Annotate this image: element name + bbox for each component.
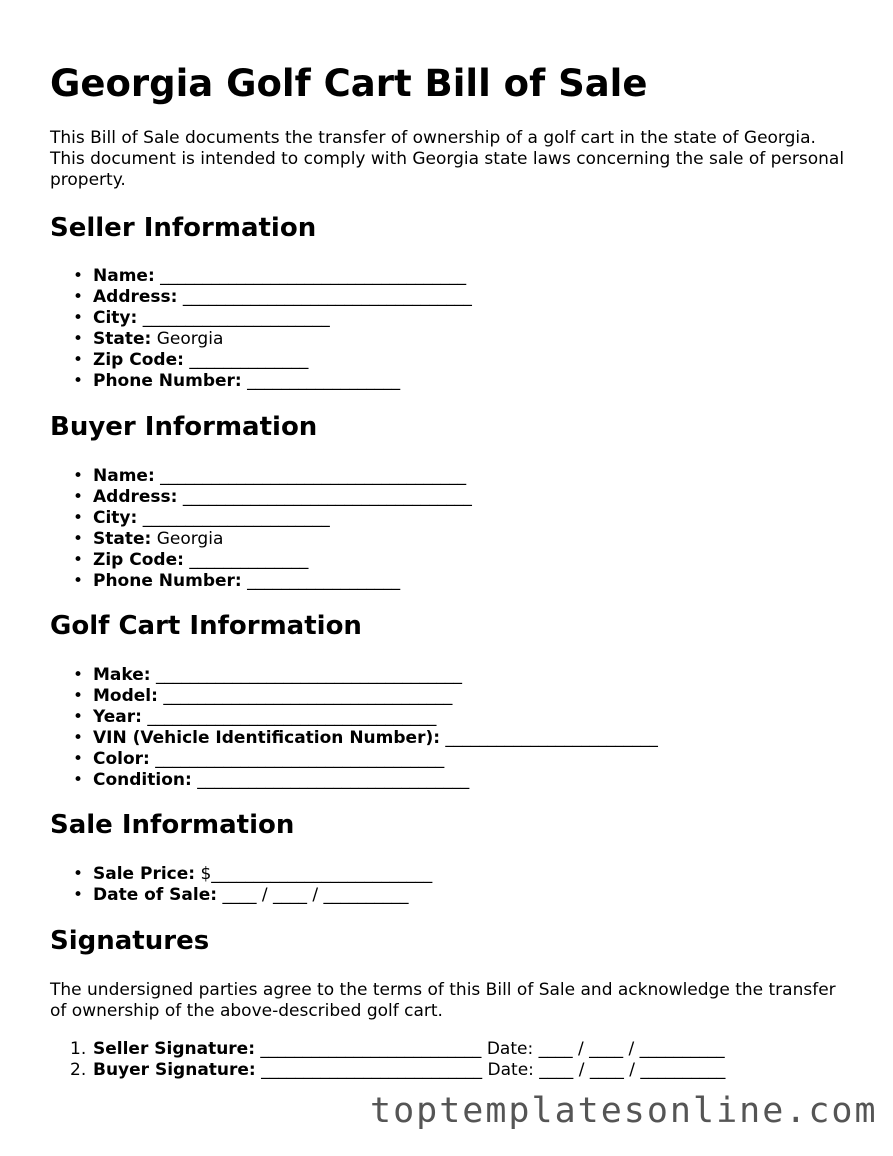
seller-signature-line: 1. Seller Signature: __________________________ Date: ____ / ____ / __________ xyxy=(70,1039,725,1059)
seller-city-field: • City: ______________________ xyxy=(73,308,330,328)
bullet-icon: • xyxy=(73,529,84,549)
bullet-icon: • xyxy=(73,864,84,884)
bullet-icon: • xyxy=(73,508,84,528)
seller-heading: Seller Information xyxy=(50,213,317,243)
bullet-icon: • xyxy=(73,885,84,905)
seller-zip-field: • Zip Code: ______________ xyxy=(73,350,309,370)
sale-date-field: • Date of Sale: ____ / ____ / __________ xyxy=(73,885,409,905)
sale-price-field: • Sale Price: $__________________________ xyxy=(73,864,433,884)
seller-fields xyxy=(50,266,472,392)
sale-fields xyxy=(50,864,432,906)
bullet-icon: • xyxy=(73,571,84,591)
buyer-signature-line: 2. Buyer Signature: __________________________ Date: ____ / ____ / __________ xyxy=(70,1060,726,1080)
cart-vin-field: • VIN (Vehicle Identification Number): _________________________ xyxy=(73,728,658,748)
cart-year-field: • Year: __________________________________ xyxy=(73,707,437,727)
cart-color-field: • Color: __________________________________ xyxy=(73,749,445,769)
bullet-icon: • xyxy=(73,665,84,685)
signatures-heading: Signatures xyxy=(50,926,210,956)
buyer-zip-field: • Zip Code: ______________ xyxy=(73,550,309,570)
cart-make-field: • Make: ____________________________________ xyxy=(73,665,462,685)
seller-address-field: • Address: __________________________________ xyxy=(73,287,472,307)
bullet-icon: • xyxy=(73,728,84,748)
sale-heading: Sale Information xyxy=(50,810,295,840)
seller-name-field: • Name: ____________________________________ xyxy=(73,266,467,286)
bullet-icon: • xyxy=(73,308,84,328)
cart-model-field: • Model: __________________________________ xyxy=(73,686,453,706)
bullet-icon: • xyxy=(73,287,84,307)
buyer-state-field: • State: Georgia xyxy=(73,529,224,549)
watermark-text: toptemplatesonline.com xyxy=(370,1091,878,1131)
bullet-icon: • xyxy=(73,371,84,391)
intro-paragraph: This Bill of Sale documents the transfer of ownership of a golf cart in the state of Georgia. This document is intended to comply with Georgia state laws concerning the sale of personal property. xyxy=(50,128,845,190)
bullet-icon: • xyxy=(73,466,84,486)
buyer-name-field: • Name: ____________________________________ xyxy=(73,466,467,486)
buyer-phone-field: • Phone Number: __________________ xyxy=(73,571,401,591)
seller-phone-field: • Phone Number: __________________ xyxy=(73,371,401,391)
signature-list xyxy=(50,1039,725,1081)
seller-state-field: • State: Georgia xyxy=(73,329,224,349)
buyer-city-field: • City: ______________________ xyxy=(73,508,330,528)
cart-heading: Golf Cart Information xyxy=(50,611,362,641)
buyer-address-field: • Address: __________________________________ xyxy=(73,487,472,507)
page-title: Georgia Golf Cart Bill of Sale xyxy=(50,62,648,105)
bullet-icon: • xyxy=(73,266,84,286)
bullet-icon: • xyxy=(73,707,84,727)
cart-fields xyxy=(50,665,658,791)
bullet-icon: • xyxy=(73,487,84,507)
signatures-paragraph: The undersigned parties agree to the terms of this Bill of Sale and acknowledge the transfer of ownership of the above-described golf cart. xyxy=(50,980,836,1021)
bullet-icon: • xyxy=(73,686,84,706)
bullet-icon: • xyxy=(73,749,84,769)
buyer-fields xyxy=(50,466,472,592)
cart-condition-field: • Condition: ________________________________ xyxy=(73,770,470,790)
bullet-icon: • xyxy=(73,350,84,370)
bullet-icon: • xyxy=(73,550,84,570)
bullet-icon: • xyxy=(73,329,84,349)
buyer-heading: Buyer Information xyxy=(50,412,318,442)
bullet-icon: • xyxy=(73,770,84,790)
